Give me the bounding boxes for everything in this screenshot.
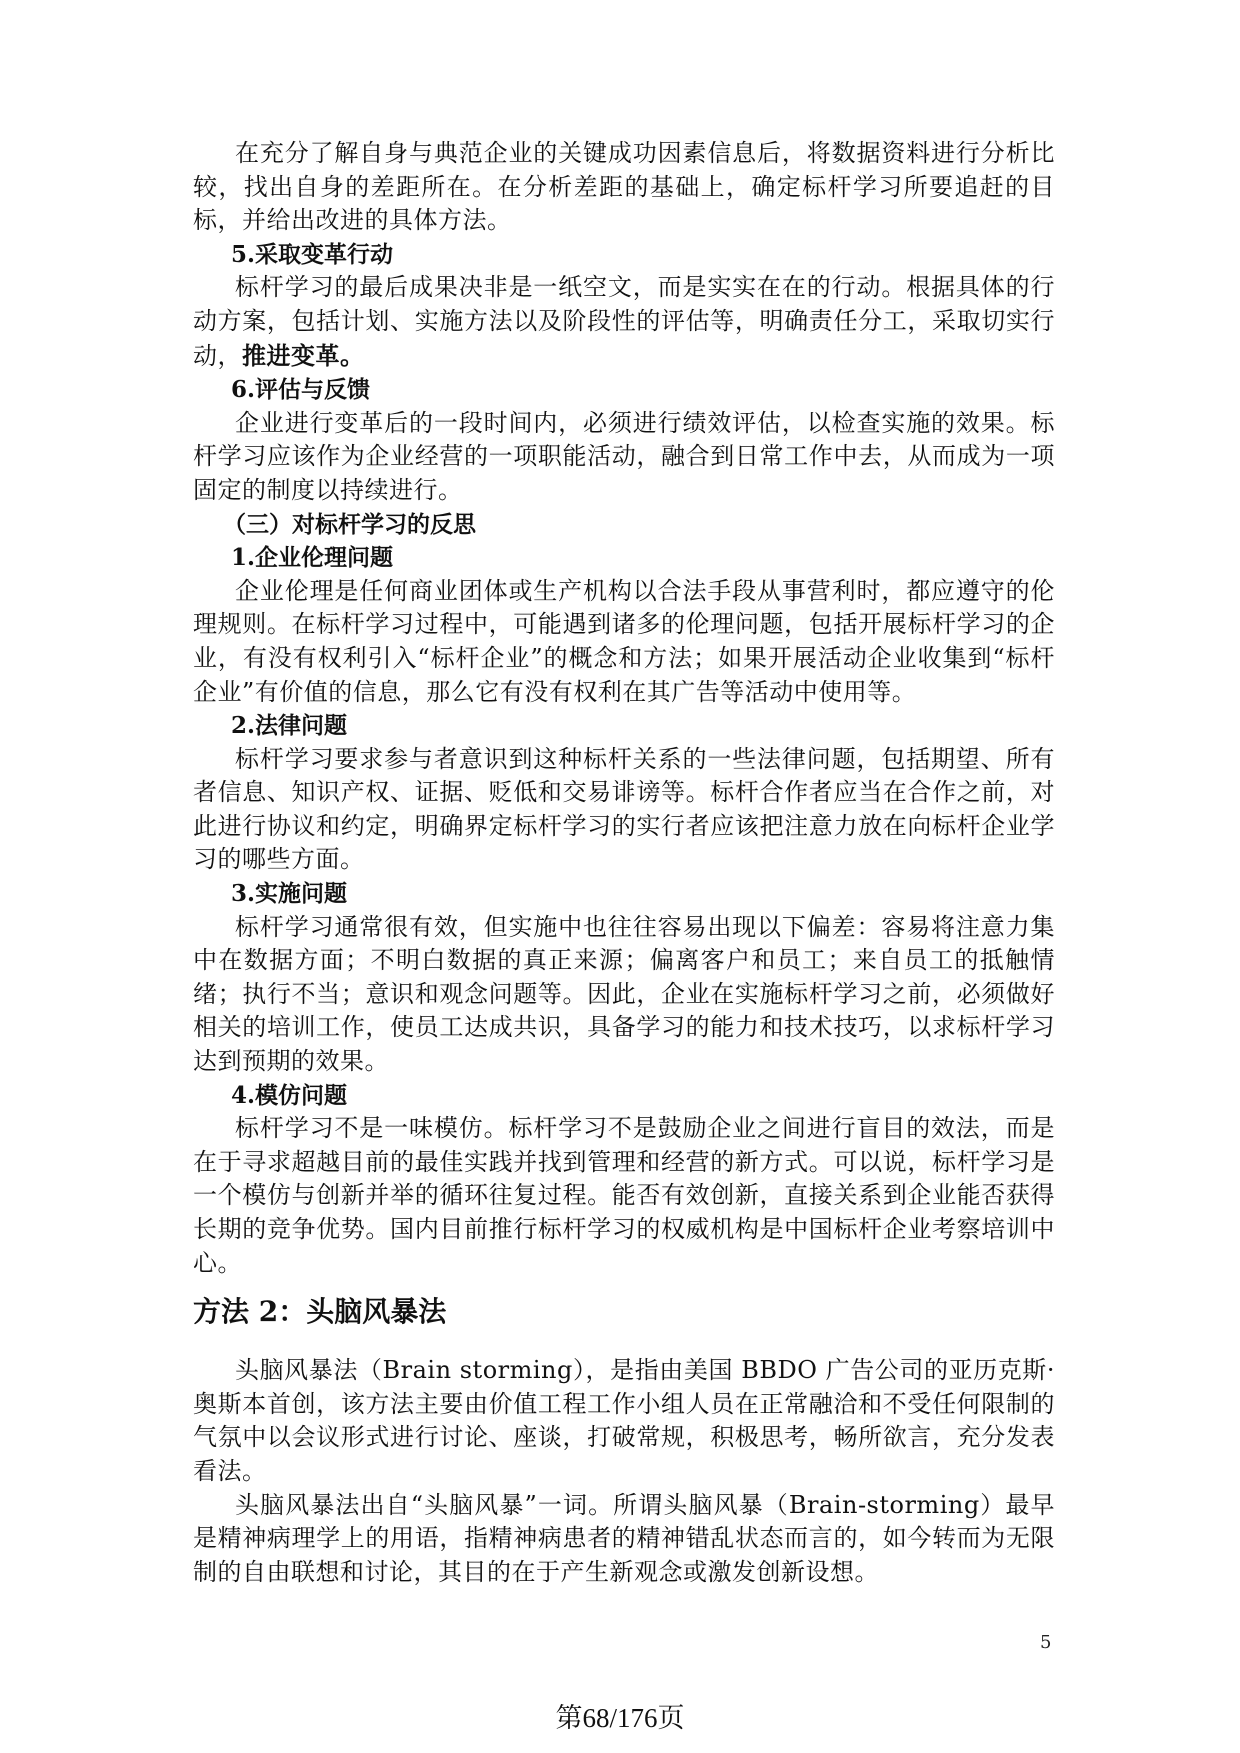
paragraph: 在充分了解自身与典范企业的关键成功因素信息后，将数据资料进行分析比较，找出自身的差距所在。在分析差距的基础上，确定标杆学习所要追赶的目标，并给出改进的具体方法。: [193, 139, 1055, 235]
paragraph: 头脑风暴法（Brain storming），是指由美国 BBDO 广告公司的亚历克斯·奥斯本首创，该方法主要由价值工程工作小组人员在正常融洽和不受任何限制的气氛中以会议形式进行讨论、座谈，打破常规，积极思考，畅所欲言，充分发表看法。: [193, 1356, 1055, 1485]
paragraph: [193, 271, 1055, 373]
paragraph-text: 标杆学习的最后成果决非是一纸空文，而是实实在在的行动。根据具体的行动方案，包括计划、实施方法以及阶段性的评估等，明确责任分工，采取切实行动，: [193, 273, 1055, 370]
page-content: [193, 137, 1055, 1589]
paragraph: 企业伦理是任何商业团体或生产机构以合法手段从事营利时，都应遵守的伦理规则。在标杆学习过程中，可能遇到诸多的伦理问题，包括开展标杆学习的企业，有没有权利引入“标杆企业”的概念和方法；如果开展活动企业收集到“标杆企业”有价值的信息，那么它有没有权利在其广告等活动中使用等。: [193, 576, 1055, 706]
paragraph: 标杆学习不是一味模仿。标杆学习不是鼓励企业之间进行盲目的效法，而是在于寻求超越目前的最佳实践并找到管理和经营的新方式。可以说，标杆学习是一个模仿与创新并举的循环往复过程。能否有效创新，直接关系到企业能否获得长期的竞争优势。国内目前推行标杆学习的权威机构是中国标杆企业考察培训中心。: [193, 1114, 1055, 1277]
paragraph: 企业进行变革后的一段时间内，必须进行绩效评估，以检查实施的效果。标杆学习应该作为企业经营的一项职能活动，融合到日常工作中去，从而成为一项固定的制度以持续进行。: [193, 408, 1055, 504]
paragraph: 标杆学习通常很有效，但实施中也往往容易出现以下偏差：容易将注意力集中在数据方面；不明白数据的真正来源；偏离客户和员工；来自员工的抵触情绪；执行不当；意识和观念问题等。因此，企业在实施标杆学习之前，必须做好相关的培训工作，使员工达成共识，具备学习的能力和技术技巧，以求标杆学习达到预期的效果。: [193, 912, 1055, 1076]
paragraph-bold-text: 推进变革。: [242, 340, 365, 370]
paragraph: 标杆学习要求参与者意识到这种标杆关系的一些法律问题，包括期望、所有者信息、知识产权、证据、贬低和交易诽谤等。标杆合作者应当在合作之前，对此进行协议和约定，明确界定标杆学习的实行者应该把注意力放在向标杆企业学习的哪些方面。: [193, 744, 1055, 874]
subheading-6: 6.评估与反馈: [231, 376, 371, 404]
method-heading: 方法 2：头脑风暴法: [193, 1295, 447, 1329]
subheading-1: 1.企业伦理问题: [231, 544, 394, 572]
subheading-5: 5.采取变革行动: [231, 240, 394, 268]
subheading-3: 3.实施问题: [231, 880, 348, 908]
subheading-4: 4.模仿问题: [231, 1081, 348, 1109]
section-heading: （三）对标杆学习的反思: [223, 510, 476, 538]
subheading-2: 2.法律问题: [231, 712, 348, 740]
page-footer: 第68/176页: [555, 1703, 685, 1733]
page-number: 5: [1040, 1632, 1052, 1653]
paragraph: 头脑风暴法出自“头脑风暴”一词。所谓头脑风暴（Brain-storming）最早是精神病理学上的用语，指精神病患者的精神错乱状态而言的，如今转而为无限制的自由联想和讨论，其目的在于产生新观念或激发创新设想。: [193, 1490, 1055, 1586]
